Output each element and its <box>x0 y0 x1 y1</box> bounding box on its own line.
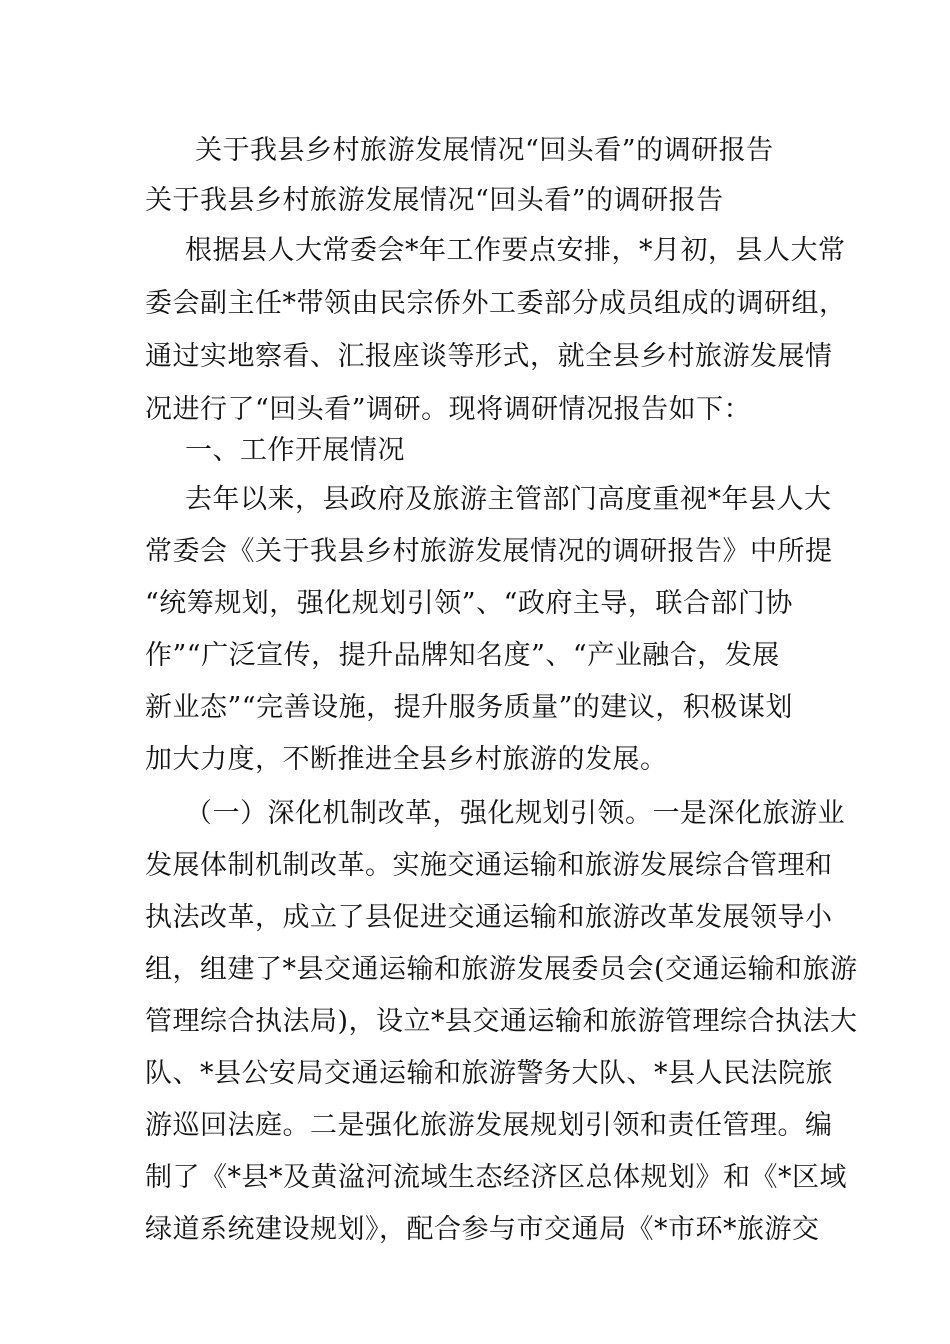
paragraph-line: “统筹规划，强化规划引领”、“政府主导，联合部门协 <box>145 588 793 619</box>
paragraph-line: 通过实地察看、汇报座谈等形式，就全县乡村旅游发展情 <box>145 341 833 372</box>
paragraph-line: 委会副主任*带领由民宗侨外工委部分成员组成的调研组， <box>145 288 847 319</box>
paragraph-line: 新业态”“完善设施，提升服务质量”的建议，积极谋划 <box>145 692 793 723</box>
paragraph-line: 制了《*县*及黄湓河流域生态经济区总体规划》和《*区域 <box>145 1162 847 1193</box>
paragraph-line: 加大力度，不断推进全县乡村旅游的发展。 <box>145 744 668 775</box>
paragraph-line: 执法改革，成立了县促进交通运输和旅游改革发展领导小 <box>145 902 833 933</box>
document-subtitle: 关于我县乡村旅游发展情况“回头看”的调研报告 <box>145 185 724 216</box>
paragraph-line: 发展体制机制改革。实施交通运输和旅游发展综合管理和 <box>145 850 833 881</box>
paragraph-line: 去年以来，县政府及旅游主管部门高度重视*年县人大 <box>185 484 832 515</box>
document-title: 关于我县乡村旅游发展情况“回头看”的调研报告 <box>195 135 774 166</box>
paragraph-line: 常委会《关于我县乡村旅游发展情况的调研报告》中所提 <box>145 536 833 567</box>
paragraph-line: 队、*县公安局交通运输和旅游警务大队、*县人民法院旅 <box>145 1058 833 1089</box>
paragraph-line: 绿道系统建设规划》，配合参与市交通局《*市环*旅游交 <box>145 1214 820 1245</box>
paragraph-line: 况进行了“回头看”调研。现将调研情况报告如下： <box>145 394 752 425</box>
paragraph-line: 根据县人大常委会*年工作要点安排，*月初，县人大常 <box>185 235 846 266</box>
paragraph-line: 游巡回法庭。二是强化旅游发展规划引领和责任管理。编 <box>145 1110 833 1141</box>
section-heading: 一、工作开展情况 <box>185 435 405 466</box>
paragraph-line: 管理综合执法局)，设立*县交通运输和旅游管理综合执法大 <box>145 1006 858 1037</box>
paragraph-line: 组，组建了*县交通运输和旅游发展委员会(交通运输和旅游 <box>145 954 858 985</box>
paragraph-line: （一）深化机制改革，强化规划引领。一是深化旅游业 <box>185 798 845 829</box>
paragraph-line: 作”“广泛宣传，提升品牌知名度”、“产业融合，发展 <box>145 640 780 671</box>
